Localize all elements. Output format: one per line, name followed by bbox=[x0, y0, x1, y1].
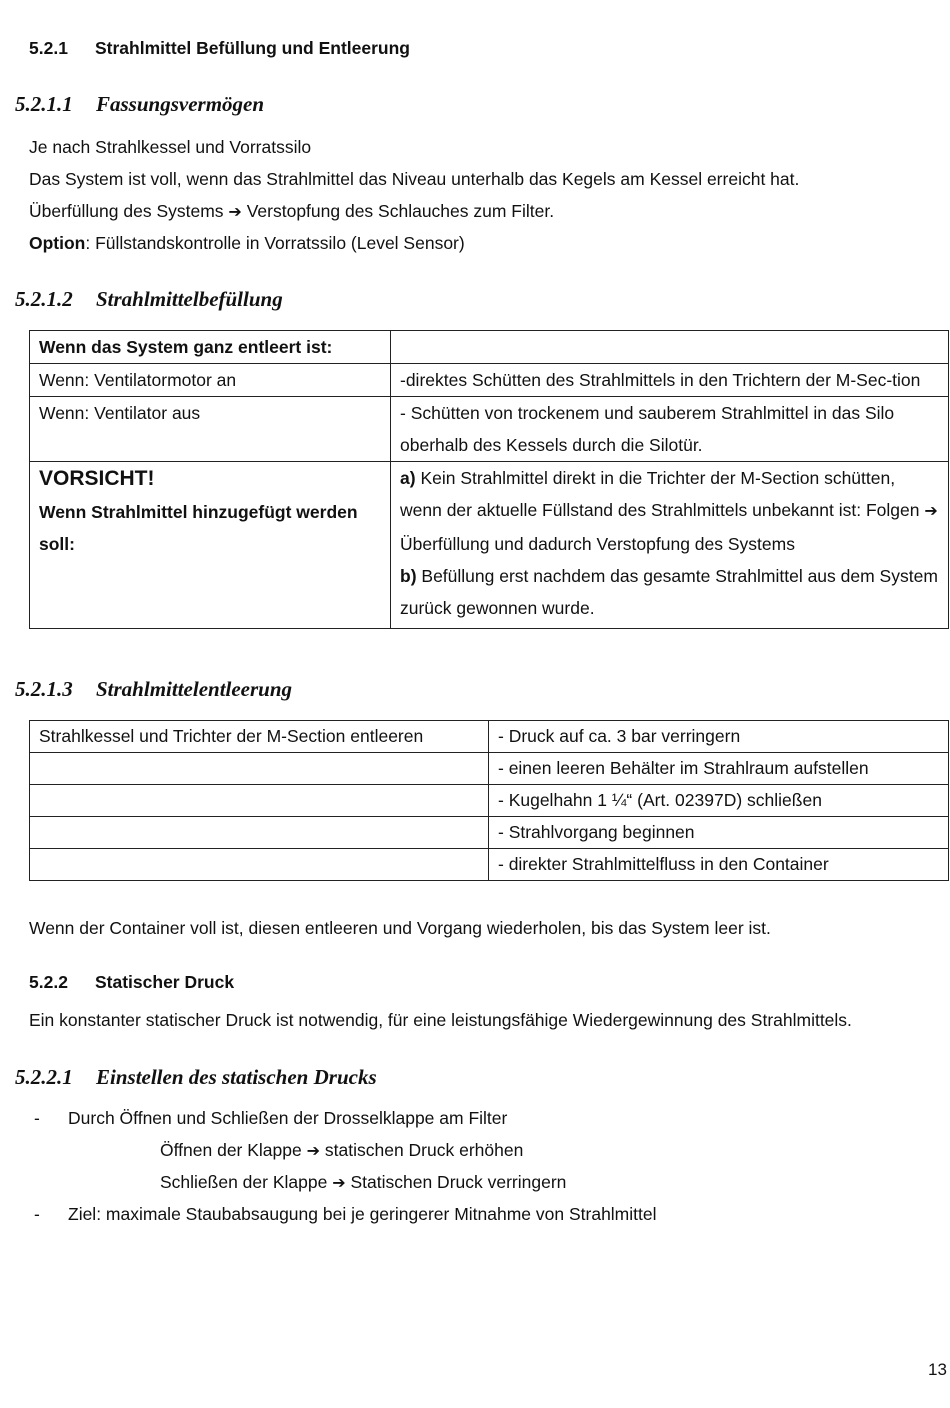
table-cell bbox=[30, 817, 489, 849]
text-segment: Überfüllung des Systems bbox=[29, 201, 224, 221]
text-segment: Statischen Druck verringern bbox=[350, 1172, 567, 1192]
table-cell bbox=[30, 753, 489, 785]
table-cell: - direkter Strahlmittelfluss in den Container bbox=[489, 849, 949, 881]
item-label: a) bbox=[400, 468, 416, 488]
section-number: 5.2.1 bbox=[29, 38, 68, 58]
warning-title: VORSICHT! bbox=[39, 467, 155, 490]
section-title: Fassungsvermögen bbox=[96, 92, 265, 116]
section-title: Strahlmittel Befüllung und Entleerung bbox=[95, 38, 410, 58]
item-text: Kein Strahlmittel direkt in die Trichter der M-Section schütten, wenn der aktuelle Füllstand des Strahlmittels unbekannt ist: Folgen bbox=[400, 468, 920, 520]
arrow-right-icon: ➔ bbox=[306, 1143, 321, 1160]
section-title: Strahlmittelentleerung bbox=[96, 677, 293, 701]
option-text: : Füllstandskontrolle in Vorratssilo (Level Sensor) bbox=[85, 233, 465, 253]
table-cell: Wenn: Ventilator aus bbox=[30, 397, 391, 462]
cell-text: Wenn das System ganz entleert ist: bbox=[39, 337, 333, 357]
paragraph-line bbox=[29, 233, 465, 254]
table-row bbox=[30, 331, 949, 364]
table-row bbox=[30, 753, 949, 785]
paragraph-line bbox=[29, 201, 554, 222]
section-number: 5.2.2.1 bbox=[15, 1065, 73, 1089]
table-row bbox=[30, 721, 949, 753]
item-text: Befüllung erst nachdem das gesamte Strahlmittel aus dem System zurück gewonnen wurde. bbox=[400, 566, 938, 618]
sub-list-item bbox=[160, 1172, 566, 1193]
table-cell bbox=[391, 397, 949, 462]
instruction-b bbox=[400, 560, 939, 624]
cell-text: - Schütten von trockenem und sauberem Strahlmittel in das Silo oberhalb des Kessels durch die Silotür. bbox=[400, 403, 895, 455]
section-heading-5-2-1-1 bbox=[15, 92, 264, 117]
section-number: 5.2.2 bbox=[29, 972, 68, 992]
instruction-a bbox=[400, 462, 939, 560]
table-cell bbox=[391, 364, 949, 397]
section-number: 5.2.1.2 bbox=[15, 287, 73, 311]
paragraph-line: Wenn der Container voll ist, diesen entleeren und Vorgang wiederholen, bis das System leer ist. bbox=[29, 918, 771, 938]
paragraph-line: Das System ist voll, wenn das Strahlmittel das Niveau unterhalb das Kegels am Kessel erreicht hat. bbox=[29, 169, 800, 189]
empty-table bbox=[29, 720, 949, 881]
section-title: Strahlmittelbefüllung bbox=[96, 287, 283, 311]
table-cell: - Kugelhahn 1 ¼“ (Art. 02397D) schließen bbox=[489, 785, 949, 817]
table-cell: Wenn: Ventilatormotor an bbox=[30, 364, 391, 397]
item-label: b) bbox=[400, 566, 417, 586]
table-cell: Strahlkessel und Trichter der M-Section entleeren bbox=[30, 721, 489, 753]
table-cell bbox=[391, 331, 949, 364]
sub-list-item bbox=[160, 1140, 523, 1161]
item-text: Überfüllung und dadurch Verstopfung des Systems bbox=[400, 534, 795, 554]
table-row bbox=[30, 462, 949, 629]
text-segment: Öffnen der Klappe bbox=[160, 1140, 302, 1160]
section-number: 5.2.1.3 bbox=[15, 677, 73, 701]
table-cell bbox=[30, 462, 391, 629]
table-cell bbox=[30, 331, 391, 364]
fill-table bbox=[29, 330, 949, 629]
list-item: Ziel: maximale Staubabsaugung bei je geringerer Mitnahme von Strahlmittel bbox=[68, 1204, 657, 1224]
list-dash: - bbox=[34, 1204, 40, 1224]
warning-subtitle: Wenn Strahlmittel hinzugefügt werden soll: bbox=[39, 502, 358, 554]
section-heading-5-2-1-2 bbox=[15, 287, 283, 312]
table-row bbox=[30, 817, 949, 849]
text-segment: Schließen der Klappe bbox=[160, 1172, 328, 1192]
list-item: Durch Öffnen und Schließen der Drosselklappe am Filter bbox=[68, 1108, 508, 1128]
text-segment: Verstopfung des Schlauches zum Filter. bbox=[246, 201, 555, 221]
section-heading-5-2-2 bbox=[29, 972, 234, 993]
section-number: 5.2.1.1 bbox=[15, 92, 73, 116]
list-dash: - bbox=[34, 1108, 40, 1128]
option-label: Option bbox=[29, 233, 86, 253]
table-row bbox=[30, 785, 949, 817]
cell-text: -direktes Schütten des Strahlmittels in den Trichtern der M-Sec-tion bbox=[400, 370, 921, 390]
arrow-right-icon: ➔ bbox=[924, 503, 938, 520]
page-number: 13 bbox=[928, 1360, 947, 1379]
table-cell: - einen leeren Behälter im Strahlraum aufstellen bbox=[489, 753, 949, 785]
table-row bbox=[30, 849, 949, 881]
table-cell bbox=[30, 785, 489, 817]
paragraph-line: Je nach Strahlkessel und Vorratssilo bbox=[29, 137, 312, 157]
table-row bbox=[30, 364, 949, 397]
section-heading-5-2-1-3 bbox=[15, 677, 292, 702]
table-cell bbox=[30, 849, 489, 881]
arrow-right-icon: ➔ bbox=[228, 204, 242, 221]
table-cell: - Druck auf ca. 3 bar verringern bbox=[489, 721, 949, 753]
section-heading-5-2-1 bbox=[29, 38, 410, 59]
arrow-right-icon: ➔ bbox=[332, 1175, 346, 1192]
table-cell bbox=[391, 462, 949, 629]
section-title: Statischer Druck bbox=[95, 972, 235, 992]
text-segment: statischen Druck erhöhen bbox=[324, 1140, 524, 1160]
section-title: Einstellen des statischen Drucks bbox=[96, 1065, 377, 1089]
paragraph-line: Ein konstanter statischer Druck ist notwendig, für eine leistungsfähige Wiedergewinnung des Strahlmittels. bbox=[29, 1010, 852, 1030]
table-cell: - Strahlvorgang beginnen bbox=[489, 817, 949, 849]
table-row bbox=[30, 397, 949, 462]
section-heading-5-2-2-1 bbox=[15, 1065, 377, 1090]
